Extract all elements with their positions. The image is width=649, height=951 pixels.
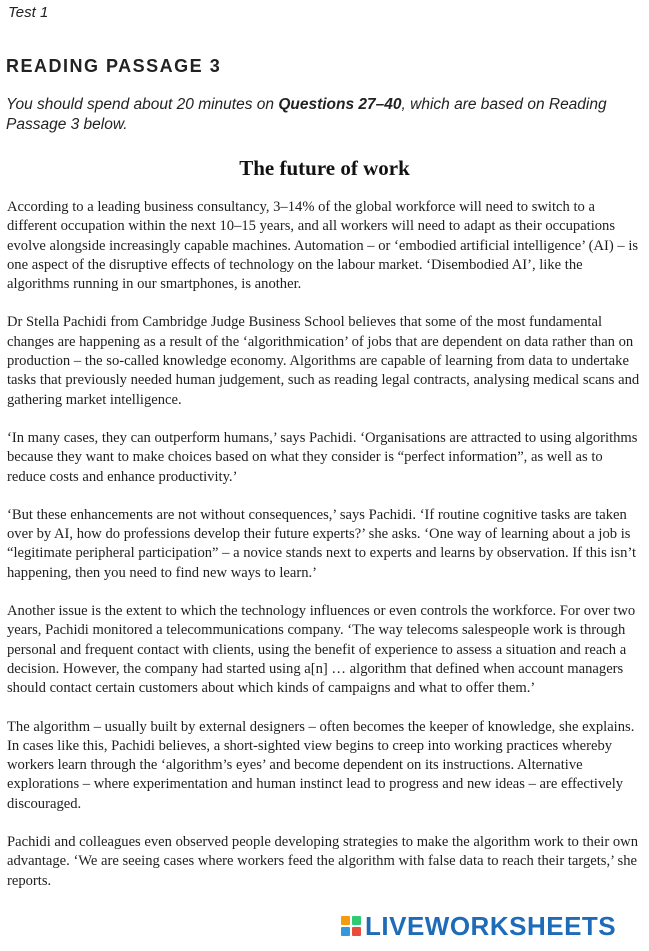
liveworksheets-logo <box>341 912 616 940</box>
paragraph: According to a leading business consultancy, 3–14% of the global workforce will need to switch to a different occupation within the next 10–15 years, and all workers will need to adapt as their occupations evolve alongside increasingly capable machines. Automation – or ‘embodied artificial intelligence’ (AI) – is one aspect of the disruptive effects of technology on the labour market. ‘Disembodied AI’, like the algorithms running in our smartphones, is another. <box>7 199 639 293</box>
paragraph: Another issue is the extent to which the technology influences or even controls the workforce. For over two years, Pachidi monitored a telecommunications company. ‘The way telecoms salespeople work is through personal and frequent contact with clients, using the benefit of experience to assess a situation and reach a decision. However, the company had started using a[n] … algorithm that defined when account managers should contact certain customers about which kinds of campaigns and what to offer them.’ <box>7 603 636 697</box>
paragraph: The algorithm – usually built by external designers – often becomes the keeper of knowledge, she explains. In cases like this, Pachidi believes, a short-sighted view begins to creep into working practices whereby workers learn through the ‘algorithm’s eyes’ and become dependent on its instructions. Alternative explorations – where experimentation and human instinct lead to progress and new ideas – are effectively discouraged. <box>7 718 635 812</box>
test-label: Test 1 <box>8 4 49 21</box>
passage-body <box>7 198 645 910</box>
instructions-post: , which are based on Reading Passage 3 below. <box>6 96 607 133</box>
passage-title: The future of work <box>239 156 410 180</box>
paragraph: ‘In many cases, they can outperform humans,’ says Pachidi. ‘Organisations are attracted to using algorithms because they want to make choices based on what they consider is “perfect information”, as well as to reduce costs and enhance productivity.’ <box>7 429 638 485</box>
section-title: READING PASSAGE 3 <box>6 56 222 76</box>
instructions-pre: You should spend about 20 minutes on <box>6 96 279 113</box>
logo-text: LIVEWORKSHEETS <box>365 910 617 941</box>
paragraph: Pachidi and colleagues even observed people developing strategies to make the algorithm work to their own advantage. ‘We are seeing cases where workers feed the algorithm with false data to reach their targets,’ she reports. <box>7 834 638 889</box>
instructions <box>6 95 636 135</box>
logo-mark-icon <box>341 916 361 936</box>
paragraph: ‘But these enhancements are not without consequences,’ says Pachidi. ‘If routine cognitive tasks are taken over by AI, how do professions develop their future experts?’ she asks. ‘One way of learning about a job is “legitimate peripheral participation” – a novice stands next to experts and learns by observation. If this isn’t happening, then you need to find new ways to learn.’ <box>7 506 637 581</box>
paragraph: Dr Stella Pachidi from Cambridge Judge Business School believes that some of the most fundamental changes are happening as a result of the ‘algorithmication’ of jobs that are dependent on data rather than on production – the so-called knowledge economy. Algorithms are capable of learning from data to undertake tasks that previously needed human judgement, such as reading legal contracts, analysing medical scans and gathering market intelligence. <box>7 314 640 408</box>
instructions-questions: Questions 27–40 <box>278 96 402 113</box>
